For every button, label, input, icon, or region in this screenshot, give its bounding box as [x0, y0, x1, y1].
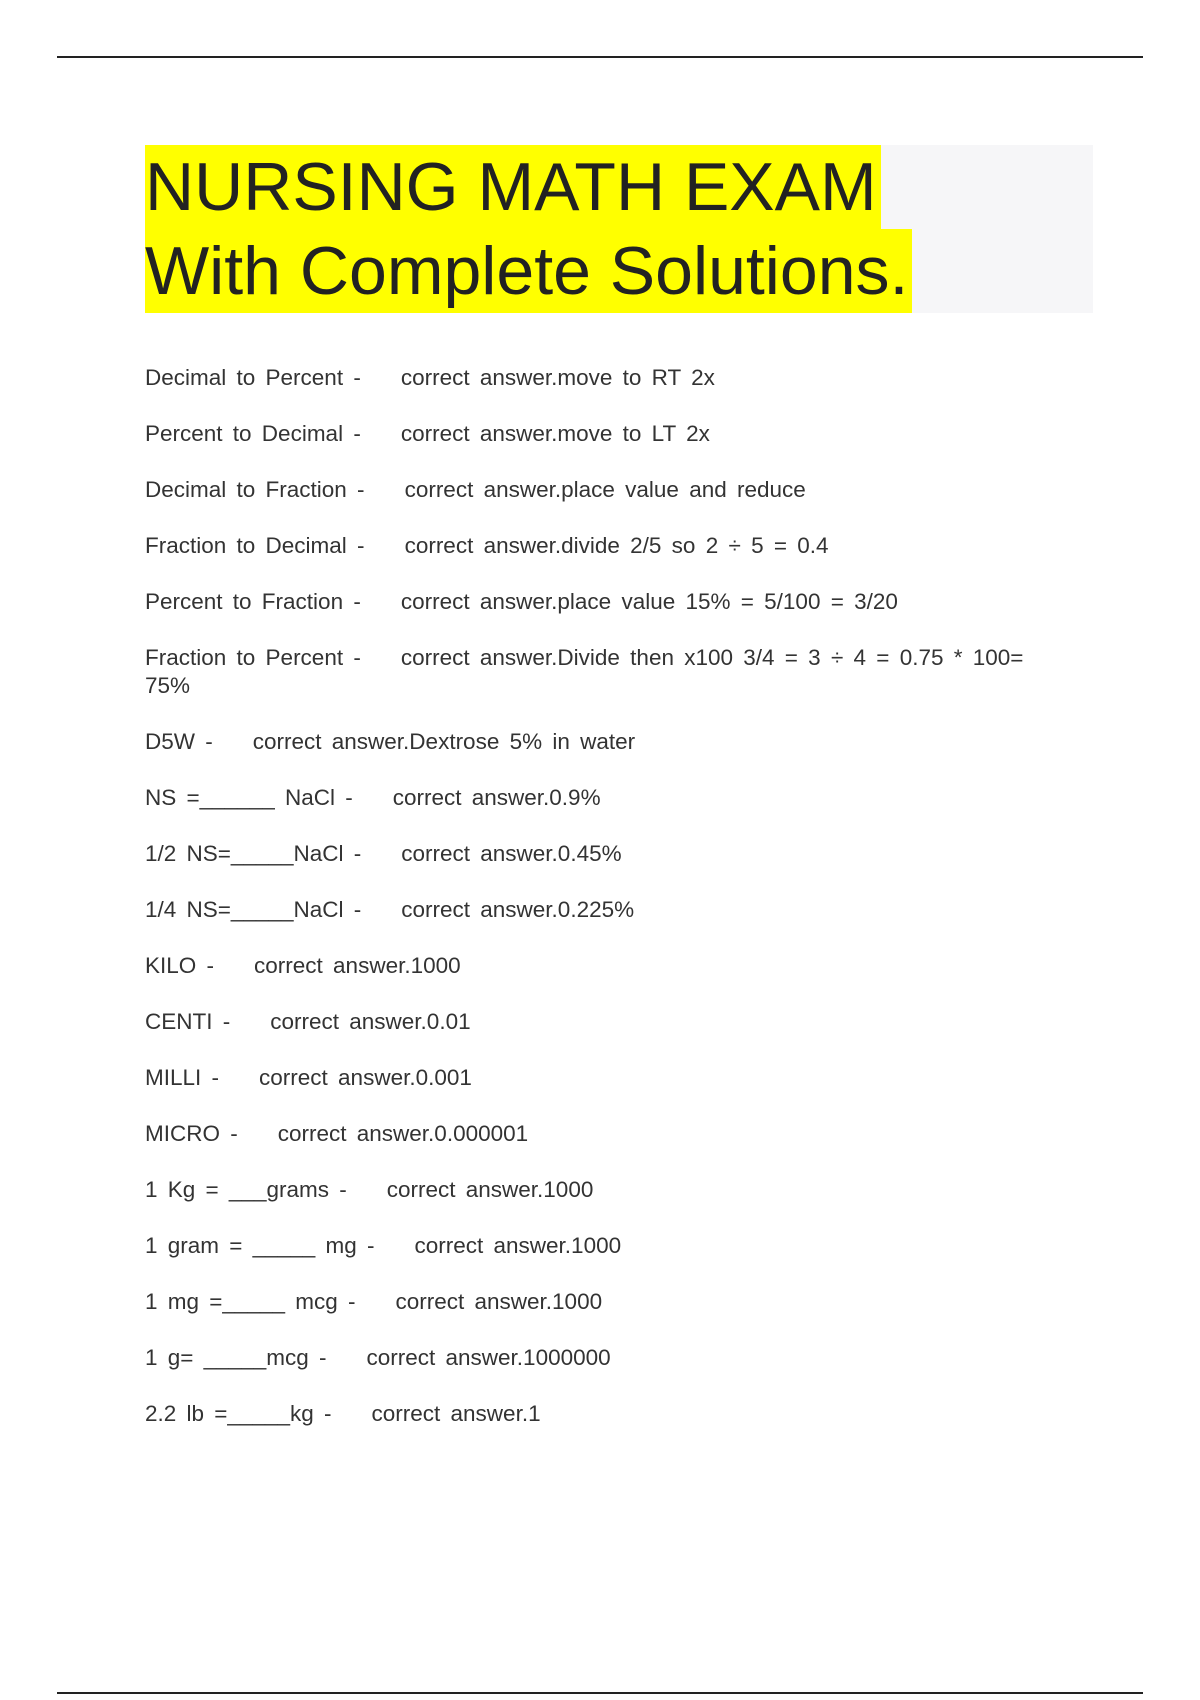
qa-answer: correct answer.1 — [371, 1401, 541, 1426]
qa-answer: correct answer.0.9% — [392, 785, 601, 810]
qa-item — [145, 476, 1045, 504]
qa-item — [145, 952, 1045, 980]
qa-item — [145, 1176, 1045, 1204]
qa-answer: correct answer.1000 — [386, 1177, 594, 1202]
qa-answer: correct answer.move to LT 2x — [400, 421, 710, 446]
qa-answer: correct answer.0.001 — [259, 1065, 472, 1090]
qa-item — [145, 1232, 1045, 1260]
qa-answer: correct answer.Divide then x100 3/4 = 3 ÷ 4 = 0.75 * 100= 75% — [145, 645, 1024, 698]
qa-term: 1 g= _____mcg - — [145, 1345, 327, 1370]
qa-item — [145, 1344, 1045, 1372]
qa-term: D5W - — [145, 729, 213, 754]
qa-term: 1/2 NS=_____NaCl - — [145, 841, 362, 866]
qa-term: Fraction to Decimal - — [145, 533, 365, 558]
qa-answer: correct answer.1000000 — [366, 1345, 611, 1370]
qa-answer: correct answer.1000 — [395, 1289, 603, 1314]
qa-answer: correct answer.place value 15% = 5/100 = 3/20 — [400, 589, 898, 614]
header-rule — [57, 56, 1143, 58]
qa-answer: correct answer.move to RT 2x — [400, 365, 715, 390]
qa-term: MILLI - — [145, 1065, 220, 1090]
footer-rule — [57, 1692, 1143, 1694]
qa-term: 2.2 lb =_____kg - — [145, 1401, 332, 1426]
document-title-line-1: NURSING MATH EXAM — [145, 145, 881, 229]
qa-item — [145, 1120, 1045, 1148]
qa-item — [145, 588, 1045, 616]
qa-item — [145, 1008, 1045, 1036]
qa-term: 1 gram = _____ mg - — [145, 1233, 375, 1258]
qa-term: MICRO - — [145, 1121, 238, 1146]
qa-answer: correct answer.0.225% — [401, 897, 635, 922]
qa-term: Decimal to Fraction - — [145, 477, 365, 502]
qa-answer: correct answer.divide 2/5 so 2 ÷ 5 = 0.4 — [404, 533, 829, 558]
qa-item — [145, 532, 1045, 560]
qa-answer: correct answer.0.000001 — [277, 1121, 529, 1146]
qa-item — [145, 1064, 1045, 1092]
qa-term: CENTI - — [145, 1009, 231, 1034]
qa-answer: correct answer.0.01 — [270, 1009, 471, 1034]
qa-item — [145, 1400, 1045, 1428]
document-title-line-2: With Complete Solutions. — [145, 229, 912, 313]
qa-term: Percent to Decimal - — [145, 421, 361, 446]
qa-item — [145, 364, 1045, 392]
qa-list — [145, 364, 1045, 1456]
qa-term: Decimal to Percent - — [145, 365, 361, 390]
qa-item — [145, 644, 1045, 700]
qa-item — [145, 420, 1045, 448]
qa-answer: correct answer.1000 — [254, 953, 461, 978]
qa-term: 1 mg =_____ mcg - — [145, 1289, 356, 1314]
qa-answer: correct answer.0.45% — [401, 841, 622, 866]
qa-term: NS =______ NaCl - — [145, 785, 353, 810]
qa-answer: correct answer.place value and reduce — [404, 477, 806, 502]
qa-term: 1 Kg = ___grams - — [145, 1177, 347, 1202]
qa-item — [145, 896, 1045, 924]
qa-term: KILO - — [145, 953, 215, 978]
qa-term: Fraction to Percent - — [145, 645, 361, 670]
qa-term: Percent to Fraction - — [145, 589, 361, 614]
qa-item — [145, 840, 1045, 868]
qa-item — [145, 784, 1045, 812]
qa-item — [145, 728, 1045, 756]
qa-answer: correct answer.Dextrose 5% in water — [252, 729, 636, 754]
qa-item — [145, 1288, 1045, 1316]
qa-answer: correct answer.1000 — [414, 1233, 622, 1258]
qa-term: 1/4 NS=_____NaCl - — [145, 897, 362, 922]
